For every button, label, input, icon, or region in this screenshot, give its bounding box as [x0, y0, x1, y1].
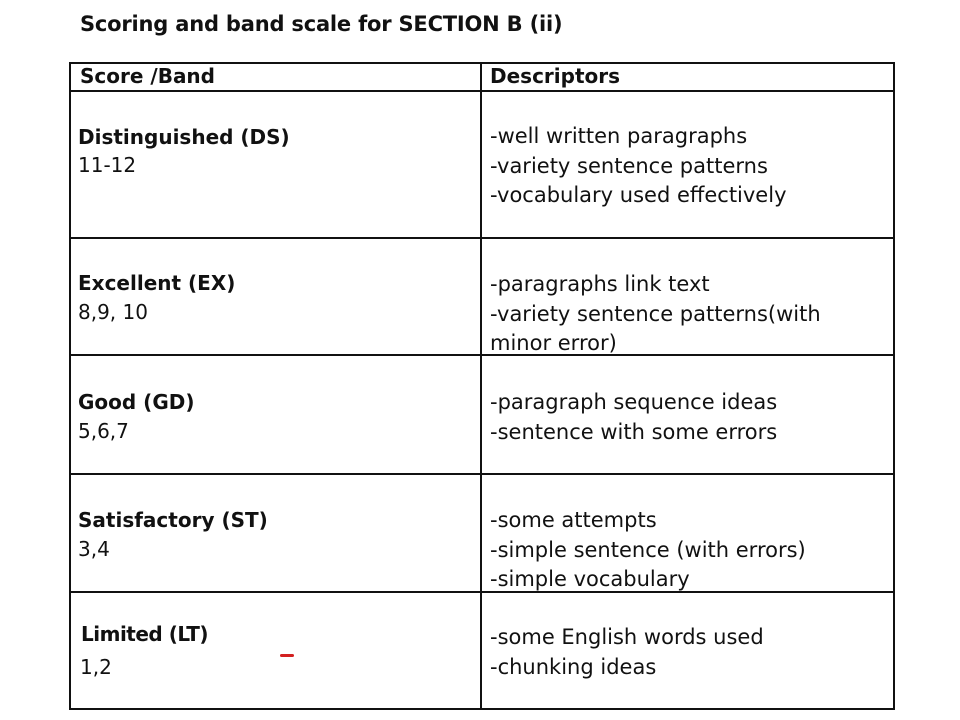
red-pen-mark	[280, 654, 294, 657]
descriptor-line: -chunking ideas	[490, 654, 657, 679]
descriptor-line: minor error)	[490, 331, 617, 355]
descriptor-line: -some attempts	[490, 508, 657, 532]
table-border-bottom	[69, 708, 895, 710]
band-score-limited: 1,2	[80, 655, 112, 679]
band-score-satisfactory: 3,4	[78, 537, 110, 561]
descriptor-line: -vocabulary used effectively	[490, 183, 787, 207]
descriptor-line: -simple sentence (with errors)	[490, 537, 806, 562]
row-divider	[69, 237, 895, 239]
page-title: Scoring and band scale for SECTION B (ii)	[80, 12, 563, 36]
band-name-limited: Limited (LT)	[81, 622, 209, 646]
descriptor-line: -variety sentence patterns	[490, 153, 768, 178]
band-name-excellent: Excellent (EX)	[78, 271, 236, 295]
band-score-excellent: 8,9, 10	[78, 300, 148, 324]
row-divider	[69, 473, 895, 475]
band-name-satisfactory: Satisfactory (ST)	[78, 508, 268, 532]
header-divider	[69, 90, 895, 92]
descriptor-line: -well written paragraphs	[490, 124, 748, 148]
descriptor-list-excellent	[490, 270, 821, 359]
descriptor-list-satisfactory	[490, 506, 806, 595]
descriptor-line: -paragraphs link text	[490, 272, 710, 296]
descriptor-list-good	[490, 388, 777, 447]
column-header-score-band: Score /Band	[80, 64, 215, 88]
descriptor-line: -sentence with some errors	[490, 419, 778, 444]
table-border-right	[893, 62, 895, 710]
descriptor-line: -paragraph sequence ideas	[490, 390, 778, 414]
descriptor-line: -some English words used	[490, 625, 764, 649]
band-score-distinguished: 11-12	[78, 153, 137, 177]
descriptor-line: -variety sentence patterns(with	[490, 301, 821, 326]
column-divider	[480, 62, 482, 710]
band-score-good: 5,6,7	[78, 419, 129, 443]
descriptor-list-distinguished	[490, 122, 787, 211]
band-name-distinguished: Distinguished (DS)	[78, 125, 290, 149]
band-name-good: Good (GD)	[78, 390, 195, 414]
column-header-descriptors: Descriptors	[490, 64, 621, 88]
table-border-left	[69, 62, 71, 710]
descriptor-line: -simple vocabulary	[490, 567, 690, 591]
band-scale-table	[69, 62, 895, 710]
descriptor-list-limited	[490, 623, 764, 682]
